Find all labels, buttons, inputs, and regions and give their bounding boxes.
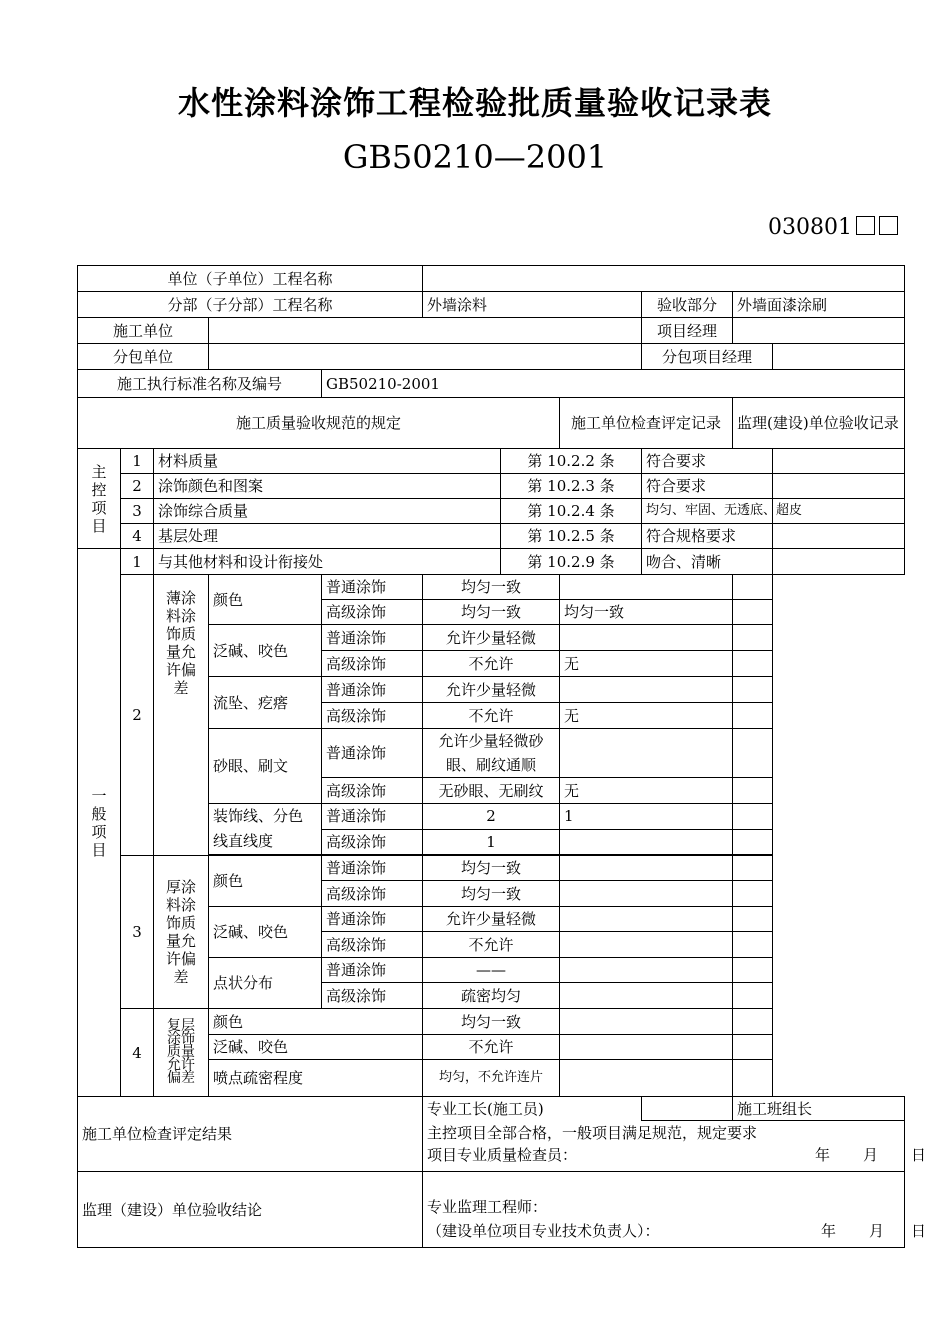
subcontract-unit-value[interactable]: [209, 344, 642, 370]
team-leader-label: 施工班组长: [733, 1097, 773, 1121]
date-day: 日: [911, 1145, 927, 1164]
code-box-2[interactable]: [879, 216, 898, 235]
subcontract-unit-label: 分包单位: [78, 344, 209, 370]
form-code: 030801: [768, 215, 898, 240]
main-item-name: 基层处理: [154, 524, 501, 549]
construction-result-label: 施工单位检查评定结果: [78, 1097, 423, 1172]
acceptance-part-value[interactable]: 外墙面漆涂刷: [733, 292, 905, 318]
sup-date-month: 月: [869, 1222, 885, 1240]
sup-date-day: 日: [911, 1222, 927, 1240]
spec-column-header: 施工质量验收规范的规定: [78, 398, 560, 449]
main-item-record[interactable]: 符合要求: [642, 449, 773, 474]
construction-unit-value[interactable]: [209, 318, 642, 344]
main-item-record[interactable]: 符合规格要求: [642, 524, 773, 549]
general-item-name: 与其他材料和设计衔接处: [154, 549, 501, 575]
subcontract-manager-value[interactable]: [773, 344, 905, 370]
page-title: 水性涂料涂饰工程检验批质量验收记录表: [177, 84, 772, 122]
standard-label: 施工执行标准名称及编号: [78, 370, 322, 398]
main-item-record[interactable]: 均匀、牢固、无透底、超皮: [642, 499, 773, 524]
sup-date-year: 年: [821, 1222, 837, 1240]
engineer-label: 专业监理工程师：: [427, 1198, 548, 1216]
main-item-name: 材料质量: [154, 449, 501, 474]
main-item-name: 涂饰综合质量: [154, 499, 501, 524]
thick-coating-label: 厚涂 料涂 饰质 量允 许偏 差: [154, 856, 209, 1009]
main-items-group-label: 主 控 项 目: [78, 449, 121, 549]
page-subtitle: GB50210—2001: [342, 138, 608, 176]
main-item-name: 涂饰颜色和图案: [154, 474, 501, 499]
owner-tech-label: （建设单位项目专业技术负责人）：: [427, 1222, 660, 1240]
supervision-conclusion-label: 监理（建设）单位验收结论: [78, 1172, 423, 1248]
general-items-group-label: 一 般 项 目: [78, 549, 121, 1097]
general-item-record[interactable]: 吻合、清晰: [642, 549, 773, 575]
foreman-value[interactable]: [642, 1097, 733, 1121]
thin-coating-label: 薄涂 料涂 饰质 量允 许偏 差: [154, 575, 209, 856]
subdivision-value[interactable]: 外墙涂料: [423, 292, 642, 318]
multi-coating-label: 复层 涂饰 质量 允许 偏差: [154, 1009, 209, 1097]
subcontract-manager-label: 分包项目经理: [642, 344, 773, 370]
subdivision-label: 分部（子分部）工程名称: [78, 292, 423, 318]
supervision-column-header: 监理(建设)单位验收记录: [733, 398, 905, 449]
code-box-1[interactable]: [856, 216, 875, 235]
project-manager-label: 项目经理: [642, 318, 733, 344]
foreman-label: 专业工长(施工员): [423, 1097, 642, 1121]
inspection-table: 单位（子单位）工程名称 分部（子分部）工程名称 外墙涂料 验收部分 外墙面漆涂刷 施工单位 项目经理 分包单位 分包项目经理 施工执行标准名称及编号 GB50210-2001 施工质量验收规范的规定 施工单位检查评定记录 监理(建设)单位验收记录 主 控 项 目 1 材料质量 第 10.2.2 条 符合要求 2 涂饰颜色和图案 第 10.2.3 条 符合要求 3 涂饰综合质量 第 10.2.4 条 均匀、牢固、无透底、超皮 4 基层处理 第 10.2.5 条 符合规格要求 一 般 项 目 1 与其他材料和设计衔接处 第 10.2.9 条 吻合、清晰 2 薄涂 料涂 饰质 量允 许偏 差 颜色 普通涂饰 均匀一致 高级涂饰 均匀一致 均匀一致 泛碱、咬色 普通涂饰 允许少量轻微 高级涂饰 不允许 无 流坠、疙瘩 普通涂饰 允许少量轻微 高级涂饰 不允许 无 砂眼、刷文 普通涂饰 允许少量轻微砂眼、刷纹通顺 高级涂饰 无砂眼、无刷纹 无 装饰线、分色线直线度 普通涂饰 2 1 高级涂饰 1 3 厚涂 料涂 饰质 量允 许偏 差 颜色 普通涂饰 均匀一致 高级涂饰 均匀一致 泛碱、咬色 普通涂饰 允许少量轻微 高级涂饰 不允许 点状分布 普通涂饰 —— 高级涂饰 疏密均匀 4 复层 涂饰 质量 允许 偏差 颜色 均匀一致 泛碱、咬色 不允许 喷点疏密程度 均匀，不允许连片 施工单位检查评定结果 专业工长(施工员) 施工班组长 主控项目全部合格，一般项目满足规范，规定要求 项目专业质量检查员： 年 月 日 监理（建设）单位验收结论 专业监理工程师： （建设单位项目专业技术负责人）： 年 月 日: [77, 265, 905, 1248]
unit-name-value[interactable]: [423, 266, 905, 292]
standard-value[interactable]: GB50210-2001: [322, 370, 905, 398]
construction-unit-label: 施工单位: [78, 318, 209, 344]
date-month: 月: [863, 1145, 879, 1164]
project-manager-value[interactable]: [733, 318, 905, 344]
acceptance-part-label: 验收部分: [642, 292, 733, 318]
inspector-label: 项目专业质量检查员：: [427, 1145, 578, 1164]
main-item-record[interactable]: 符合要求: [642, 474, 773, 499]
date-year: 年: [815, 1145, 831, 1164]
construction-conclusion[interactable]: 主控项目全部合格，一般项目满足规范，规定要求: [423, 1121, 905, 1146]
construction-check-column-header: 施工单位检查评定记录: [560, 398, 733, 449]
unit-name-label: 单位（子单位）工程名称: [78, 266, 423, 292]
